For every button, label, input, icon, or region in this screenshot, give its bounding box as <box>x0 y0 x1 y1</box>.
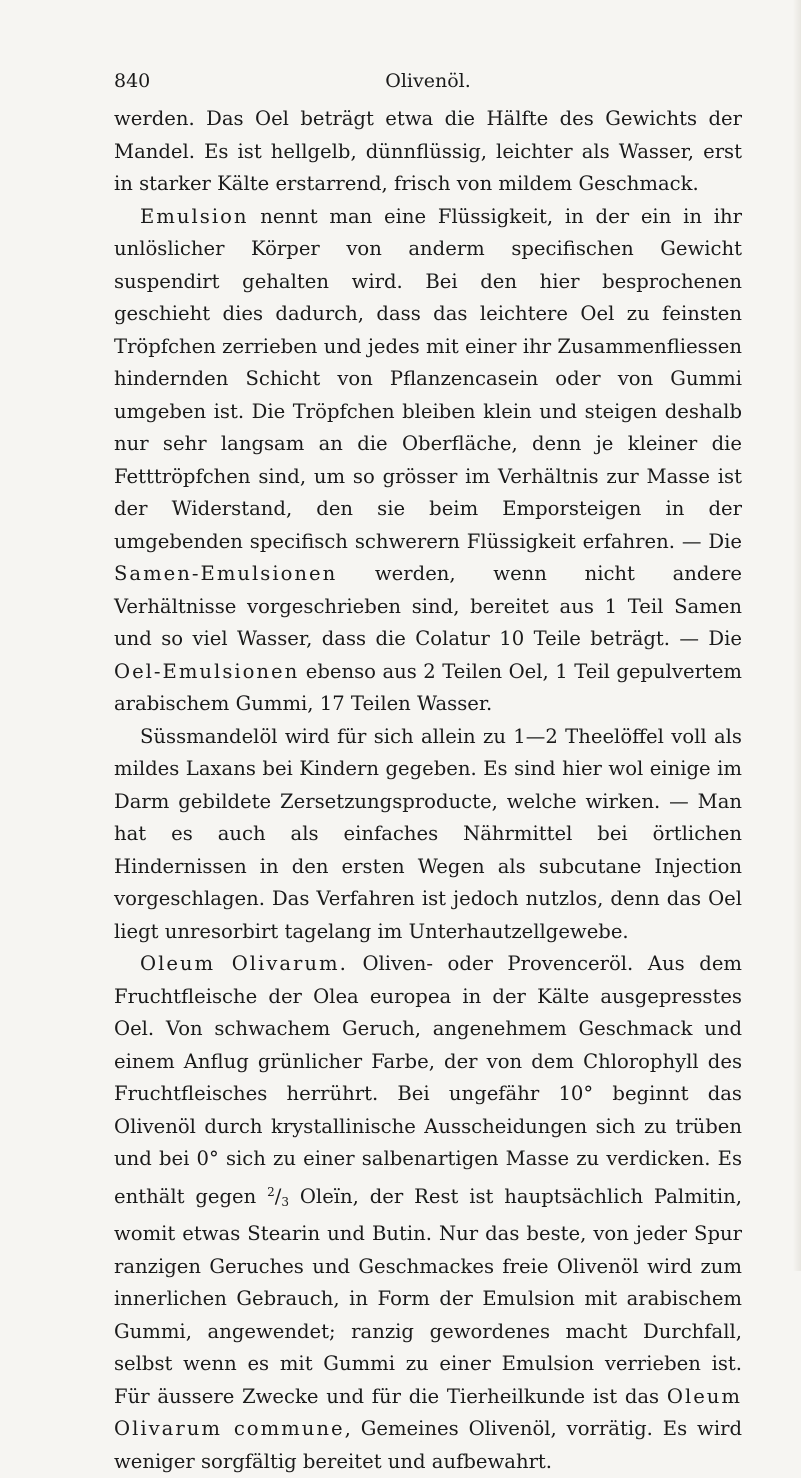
emphasis-term: Emulsion <box>140 204 249 228</box>
fraction-numerator: 2 <box>267 1184 275 1199</box>
paragraph-continuation <box>114 103 742 201</box>
paragraph-text: Oliven- oder Provenceröl. Aus dem Fruchtfleische der Olea europea in der Kälte ausgepresstes Oel. Von schwachem Geruch, angenehmem Geschmack und einem Anflug grünlicher Farbe, der von dem Chlorophyll des Fruchtfleisches herrührt. Bei ungefähr 10° beginnt das Olivenöl durch krystallinische Ausscheidungen sich zu trüben und bei 0° sich zu einer salbenartigen Masse zu verdicken. Es enthält gegen <box>114 952 742 1208</box>
paragraph-text: , Gemeines Olivenöl, vorrätig. Es wird weniger sorgfältig bereitet und aufbewahrt. <box>114 1417 743 1473</box>
paragraph-text: Süssmandelöl wird für sich allein zu 1—2 Theelöffel voll als mildes Laxans bei Kindern gegeben. Es sind hier wol einige im Darm gebildete Zersetzungsproducte, welche wirken. — Man hat es auch als einfaches Nährmittel bei örtlichen Hindernissen in den ersten Wegen als subcutane Injection vorgeschlagen. Das Verfahren ist jedoch nutzlos, denn das Oel liegt unresorbirt tagelang im Unterhautzellgewebe. <box>114 724 742 943</box>
fraction: $^2/_3$ <box>267 1184 290 1209</box>
page-body <box>114 103 742 1478</box>
emphasis-term: Oleum Olivarum. <box>140 952 348 975</box>
paragraph-text: werden. Das Oel beträgt etwa die Hälfte des Gewichts der Mandel. Es ist hellgelb, dünnflüssig, leichter als Wasser, erst in starker Kälte erstarrend, frisch von mildem Geschmack. <box>114 107 742 195</box>
running-head: Olivenöl. <box>385 70 471 92</box>
emphasis-term: Oel-Emulsionen <box>114 659 300 683</box>
page-edge-shadow <box>793 0 801 1271</box>
paragraph-suessmandeloel <box>114 721 742 949</box>
page-header <box>114 66 742 96</box>
paragraph-emulsion <box>114 201 742 721</box>
emphasis-term: Oleum Olivarum commune <box>114 1384 742 1440</box>
page-number: 840 <box>114 70 151 92</box>
fraction-denominator: 3 <box>281 1194 290 1209</box>
emphasis-term: Samen-Emulsionen <box>114 562 338 585</box>
paragraph-text: Oleïn, der Rest ist hauptsächlich Palmitin, womit etwas Stearin und Butin. Nur das beste, von jeder Spur ranzigen Geruches und Geschmackes freie Olivenöl wird zum innerlichen Gebrauch, in Form der Emulsion mit arabischem Gummi, angewendet; ranzig gewordenes macht Durchfall, selbst wenn es mit Gummi zu einer Emulsion verrieben ist. Für äussere Zwecke und für die Tierheilkunde ist das <box>114 1184 742 1408</box>
paragraph-text: ebenso aus 2 Teilen Oel, 1 Teil gepulvertem arabischem Gummi, 17 Teilen Wasser. <box>114 659 742 715</box>
paragraph-text: nennt man eine Flüssigkeit, in der ein in ihr unlöslicher Körper von anderm specifischen Gewicht suspendirt gehalten wird. Bei den hier besprochenen geschieht dies dadurch, dass das leichtere Oel zu feinsten Tröpfchen zerrieben und jedes mit einer ihr Zusammenfliessen hindernden Schicht von Pflanzencasein oder von Gummi umgeben ist. Die Tröpfchen bleiben klein und steigen deshalb nur sehr langsam an die Oberfläche, denn je kleiner die Fetttröpfchen sind, um so grösser im Verhältnis zur Masse ist der Widerstand, den sie beim Emporsteigen in der umgebenden specifisch schwerern Flüssigkeit erfahren. — Die <box>114 204 742 553</box>
paragraph-oleum-olivarum <box>114 948 742 1478</box>
paragraph-text: werden, wenn nicht andere Verhältnisse vorgeschrieben sind, bereitet aus 1 Teil Samen und so viel Wasser, dass die Colatur 10 Teile beträgt. — Die <box>114 562 742 650</box>
